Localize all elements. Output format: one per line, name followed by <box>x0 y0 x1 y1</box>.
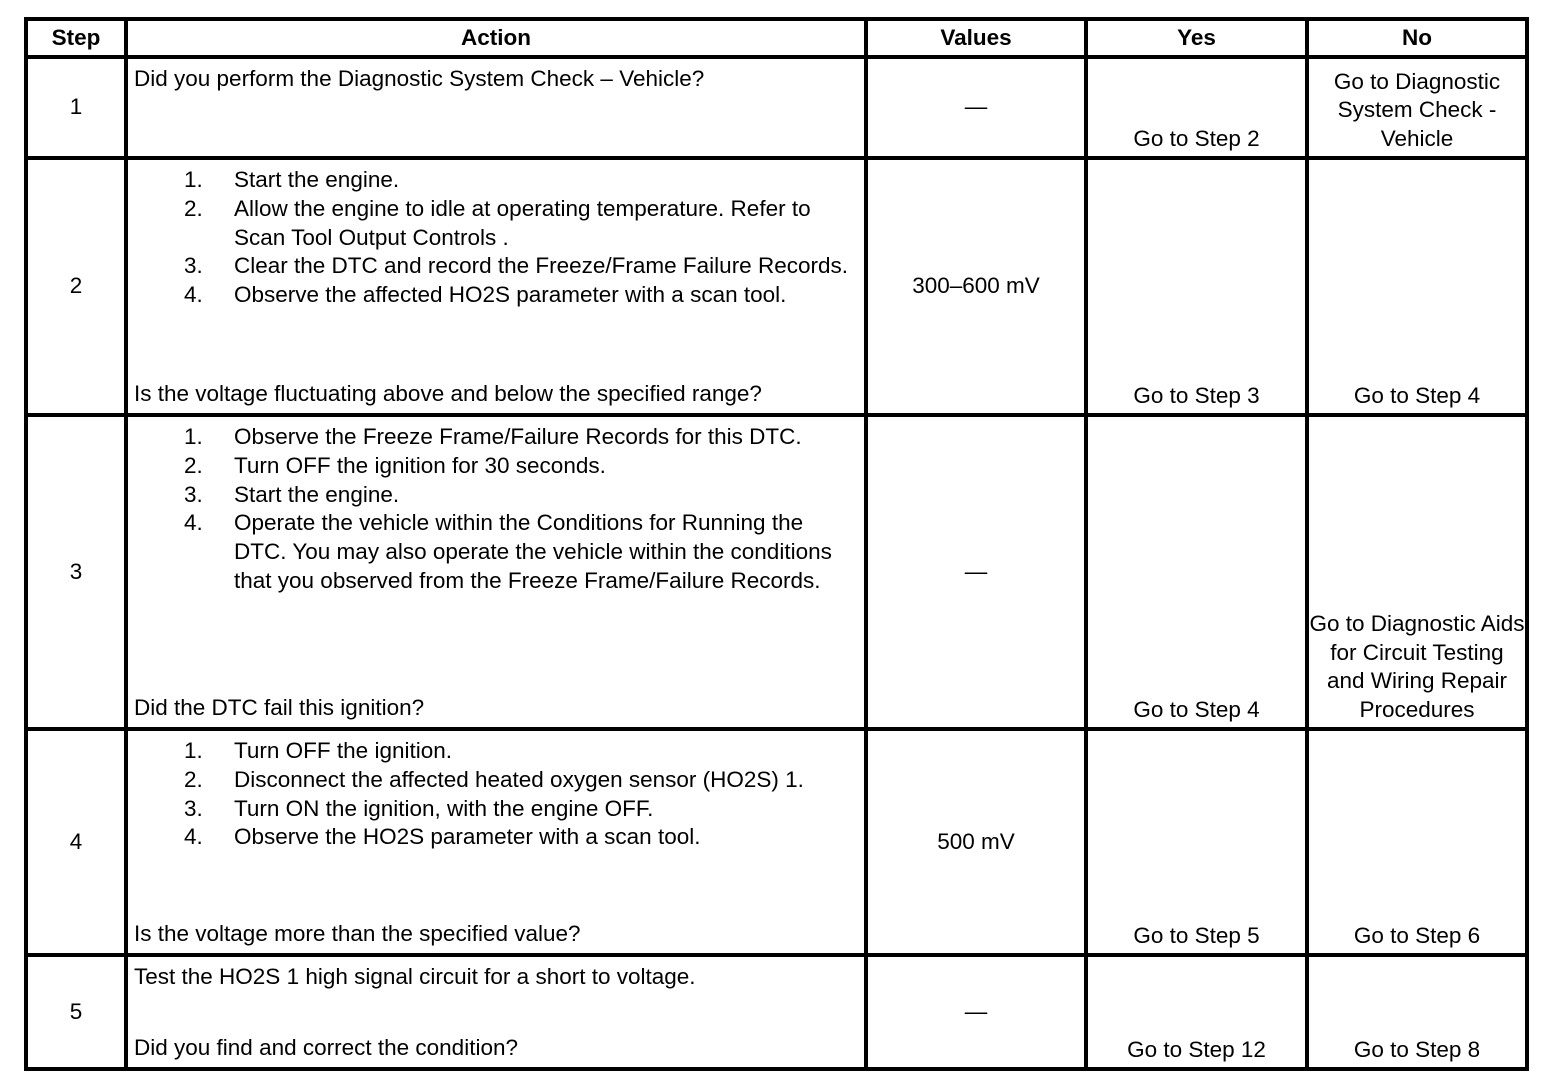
value-cell: 300–600 mV <box>866 158 1086 415</box>
header-yes: Yes <box>1086 19 1307 57</box>
table-row-step-4 <box>26 729 1527 955</box>
yes-link[interactable]: Go to Step 2 <box>1086 57 1307 158</box>
list-item: 2. Allow the engine to idle at operating temperature. Refer to Scan Tool Output Controls . <box>184 195 811 250</box>
action-cell <box>126 955 866 1069</box>
list-item: 1. Turn OFF the ignition. <box>184 738 453 763</box>
action-question: Did the DTC fail this ignition? <box>134 695 425 721</box>
list-item: 1. Observe the Freeze Frame/Failure Records for this DTC. <box>184 424 802 449</box>
action-cell <box>126 57 866 158</box>
header-row <box>26 19 1527 57</box>
step-number: 5 <box>26 955 126 1069</box>
action-cell <box>126 415 866 729</box>
step-number: 4 <box>26 729 126 955</box>
list-item: 3. Clear the DTC and record the Freeze/Frame Failure Records. <box>184 253 848 279</box>
step-number: 3 <box>26 415 126 729</box>
table-row-step-2 <box>26 158 1527 415</box>
step-number: 2 <box>26 158 126 415</box>
action-steps-list <box>134 423 852 596</box>
diagnostic-table <box>24 17 1529 1071</box>
list-item: 4. Observe the affected HO2S parameter with a scan tool. <box>184 282 787 308</box>
table-row-step-3 <box>26 415 1527 729</box>
list-item: 3. Turn ON the ignition, with the engine OFF. <box>184 795 654 821</box>
step-number: 1 <box>26 57 126 158</box>
no-link[interactable]: Go to Step 4 <box>1307 158 1527 415</box>
action-instruction: Test the HO2S 1 high signal circuit for a short to voltage. <box>134 964 696 989</box>
header-step: Step <box>26 19 126 57</box>
no-link[interactable]: Go to Diagnostic Aids for Circuit Testing and Wiring Repair Procedures <box>1307 415 1527 729</box>
yes-link[interactable]: Go to Step 4 <box>1086 415 1307 729</box>
value-cell: — <box>866 415 1086 729</box>
action-cell <box>126 729 866 955</box>
header-no: No <box>1307 19 1527 57</box>
list-item: 4. Operate the vehicle within the Conditions for Running the DTC. You may also operate the vehicle within the conditions that you observed from the Freeze Frame/Failure Records. <box>184 510 832 593</box>
yes-link[interactable]: Go to Step 12 <box>1086 955 1307 1069</box>
table-row-step-1 <box>26 57 1527 158</box>
value-cell: — <box>866 57 1086 158</box>
list-item: 4. Observe the HO2S parameter with a scan tool. <box>184 824 701 850</box>
value-cell: 500 mV <box>866 729 1086 955</box>
no-link[interactable]: Go to Step 8 <box>1307 955 1527 1069</box>
no-link[interactable]: Go to Diagnostic System Check - Vehicle <box>1307 57 1527 158</box>
action-steps-list <box>134 737 852 852</box>
table-row-step-5 <box>26 955 1527 1069</box>
action-steps-list <box>134 166 852 310</box>
list-item: 3. Start the engine. <box>184 481 400 507</box>
action-question: Did you perform the Diagnostic System Check – Vehicle? <box>134 66 705 91</box>
no-link[interactable]: Go to Step 6 <box>1307 729 1527 955</box>
list-item: 2. Disconnect the affected heated oxygen sensor (HO2S) 1. <box>184 766 804 792</box>
header-values: Values <box>866 19 1086 57</box>
list-item: 2. Turn OFF the ignition for 30 seconds. <box>184 452 606 478</box>
header-action: Action <box>126 19 866 57</box>
yes-link[interactable]: Go to Step 5 <box>1086 729 1307 955</box>
action-question: Is the voltage more than the specified value? <box>134 921 581 947</box>
action-question: Did you find and correct the condition? <box>134 1035 518 1061</box>
list-item: 1. Start the engine. <box>184 167 400 192</box>
action-question: Is the voltage fluctuating above and below the specified range? <box>134 381 762 407</box>
yes-link[interactable]: Go to Step 3 <box>1086 158 1307 415</box>
action-cell <box>126 158 866 415</box>
value-cell: — <box>866 955 1086 1069</box>
